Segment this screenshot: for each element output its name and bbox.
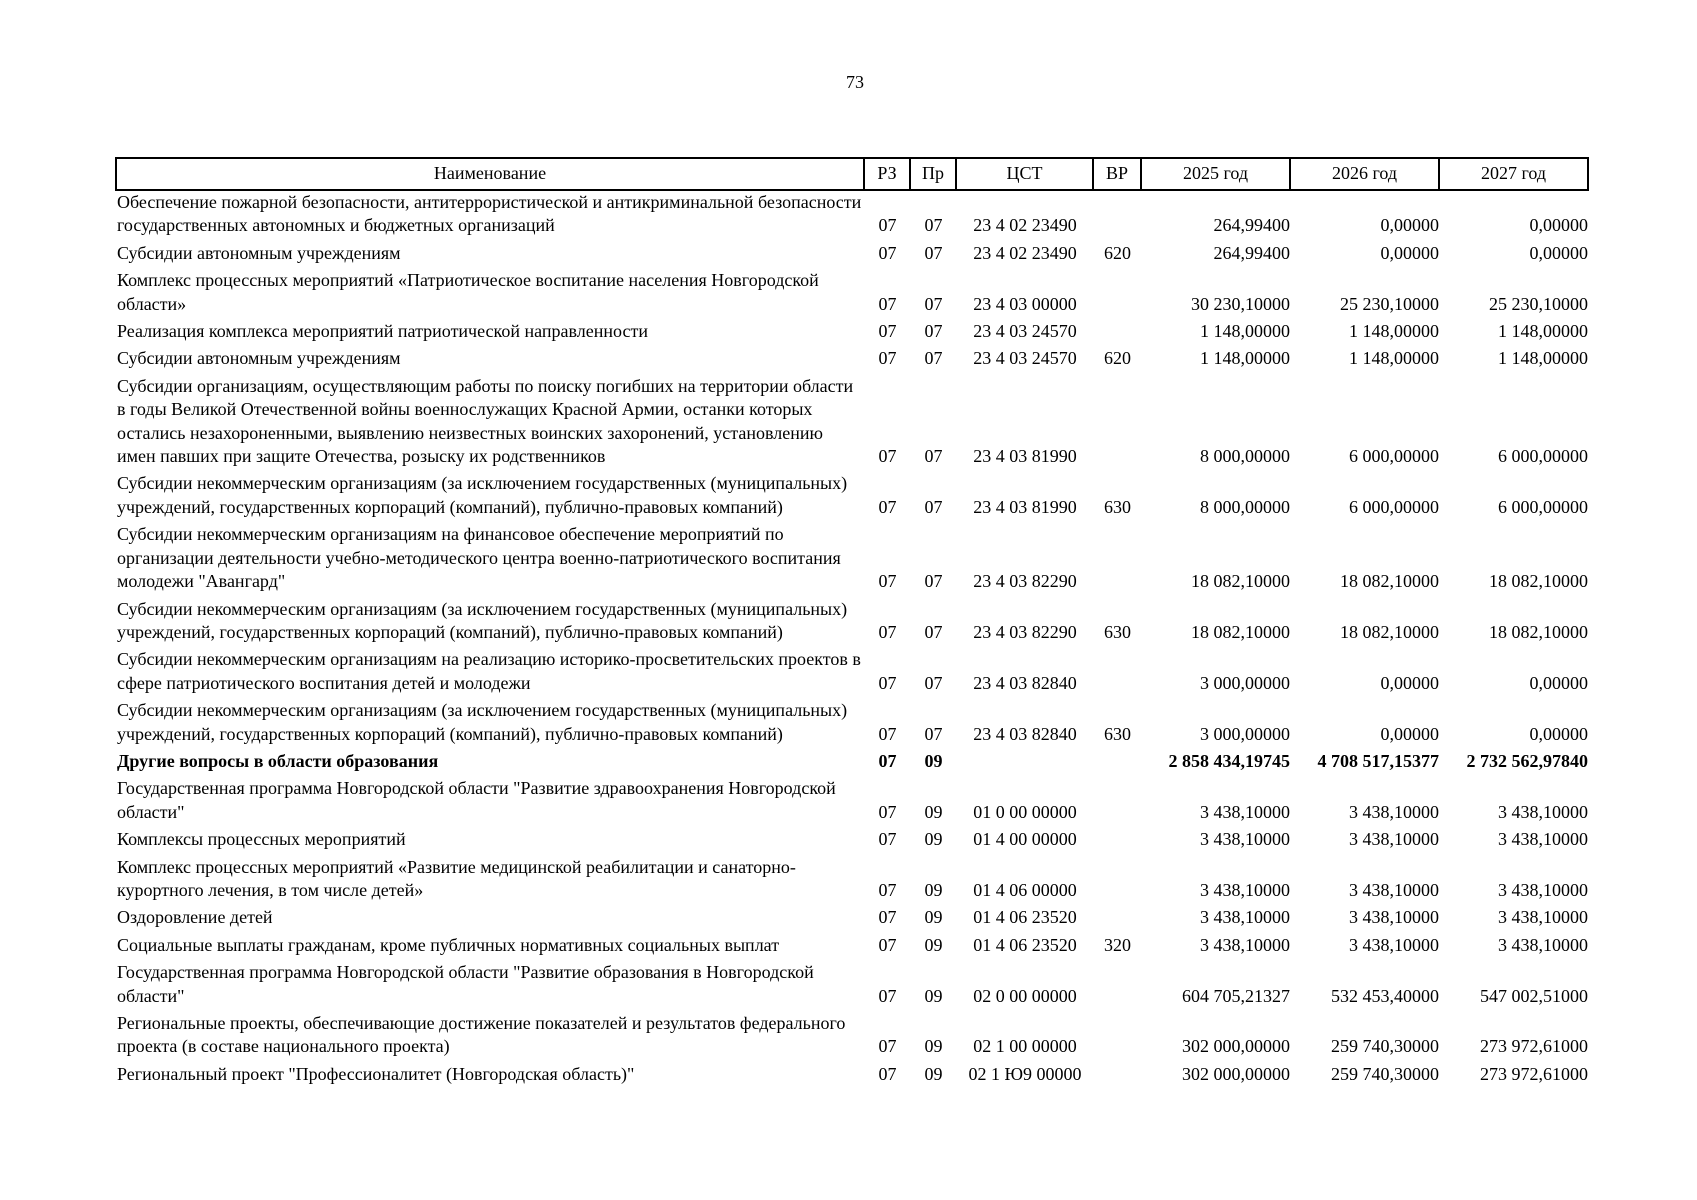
row-2027: 0,00000 <box>1529 723 1588 744</box>
budget-table <box>115 157 1589 1086</box>
row-pr: 07 <box>924 446 943 467</box>
row-rz: 07 <box>878 571 897 592</box>
header-rz: РЗ <box>864 158 910 190</box>
row-rz: 07 <box>878 750 897 771</box>
row-2025: 8 000,00000 <box>1200 446 1290 467</box>
row-2026: 3 438,10000 <box>1349 879 1439 900</box>
row-cst: 23 4 03 82840 <box>973 672 1077 693</box>
row-vr <box>1093 316 1141 343</box>
row-rz: 07 <box>878 348 897 369</box>
row-2027: 273 972,61000 <box>1480 1036 1588 1057</box>
row-pr: 09 <box>924 985 943 1006</box>
row-cst <box>956 746 1093 773</box>
row-cst: 23 4 03 24570 <box>973 321 1077 342</box>
row-rz: 07 <box>878 242 897 263</box>
table-row <box>116 190 1588 238</box>
header-cst: ЦСТ <box>956 158 1093 190</box>
row-pr: 07 <box>924 242 943 263</box>
row-rz: 07 <box>878 293 897 314</box>
row-rz: 07 <box>878 829 897 850</box>
table-row <box>116 265 1588 316</box>
row-vr <box>1093 957 1141 1008</box>
table-body <box>116 190 1588 1086</box>
row-name: Субсидии автономным учреждениям <box>117 242 401 263</box>
row-2026: 0,00000 <box>1380 242 1439 263</box>
row-2027: 3 438,10000 <box>1498 907 1588 928</box>
table-row <box>116 343 1588 370</box>
row-rz: 07 <box>878 321 897 342</box>
row-cst: 01 4 06 23520 <box>973 907 1077 928</box>
table-row <box>116 644 1588 695</box>
row-2027: 0,00000 <box>1529 215 1588 236</box>
row-vr <box>1093 190 1141 238</box>
row-vr: 620 <box>1104 348 1131 369</box>
row-name: Государственная программа Новгородской области "Развитие здравоохранения Новгородской области" <box>117 778 836 822</box>
table-row <box>116 824 1588 851</box>
row-cst: 23 4 03 81990 <box>973 496 1077 517</box>
row-name: Комплексы процессных мероприятий <box>117 829 406 850</box>
row-2027: 18 082,10000 <box>1489 571 1588 592</box>
table-row <box>116 1059 1588 1086</box>
row-name: Субсидии некоммерческим организациям (за исключением государственных (муниципальных) учреждений, государственных корпораций (компаний), публично-правовых компаний) <box>117 473 848 517</box>
row-2027: 273 972,61000 <box>1480 1063 1588 1084</box>
row-2026: 6 000,00000 <box>1349 496 1439 517</box>
row-2027: 6 000,00000 <box>1498 446 1588 467</box>
row-pr: 09 <box>924 750 943 771</box>
row-cst: 23 4 03 00000 <box>973 293 1077 314</box>
row-pr: 07 <box>924 672 943 693</box>
row-name: Реализация комплекса мероприятий патриотической направленности <box>117 321 648 342</box>
row-2025: 264,99400 <box>1213 215 1290 236</box>
table-row <box>116 852 1588 903</box>
row-2027: 25 230,10000 <box>1489 293 1588 314</box>
row-vr <box>1093 852 1141 903</box>
row-2027: 6 000,00000 <box>1498 496 1588 517</box>
header-2026: 2026 год <box>1290 158 1439 190</box>
row-2027: 547 002,51000 <box>1480 985 1588 1006</box>
row-vr <box>1093 1059 1141 1086</box>
row-2027: 3 438,10000 <box>1498 801 1588 822</box>
row-pr: 09 <box>924 907 943 928</box>
row-2027: 3 438,10000 <box>1498 879 1588 900</box>
table-row <box>116 746 1588 773</box>
row-vr <box>1093 265 1141 316</box>
header-2027: 2027 год <box>1439 158 1588 190</box>
header-name: Наименование <box>116 158 864 190</box>
table-header-row <box>116 158 1588 190</box>
row-pr: 07 <box>924 293 943 314</box>
row-2026: 3 438,10000 <box>1349 907 1439 928</box>
row-2026: 25 230,10000 <box>1340 293 1439 314</box>
row-vr: 320 <box>1104 934 1131 955</box>
row-cst: 23 4 03 82290 <box>973 571 1077 592</box>
row-2025: 302 000,00000 <box>1182 1063 1290 1084</box>
row-2027: 0,00000 <box>1529 242 1588 263</box>
row-2027: 3 438,10000 <box>1498 934 1588 955</box>
row-cst: 01 4 00 00000 <box>973 829 1077 850</box>
row-2025: 30 230,10000 <box>1191 293 1290 314</box>
header-2025: 2025 год <box>1141 158 1290 190</box>
row-2026: 3 438,10000 <box>1349 934 1439 955</box>
row-2025: 3 438,10000 <box>1200 879 1290 900</box>
table-row <box>116 695 1588 746</box>
table-row <box>116 594 1588 645</box>
row-pr: 09 <box>924 1063 943 1084</box>
row-rz: 07 <box>878 801 897 822</box>
row-pr: 07 <box>924 571 943 592</box>
row-2025: 3 000,00000 <box>1200 723 1290 744</box>
row-name: Государственная программа Новгородской области "Развитие образования в Новгородской области" <box>117 962 814 1006</box>
row-name: Комплекс процессных мероприятий «Патриотическое воспитание населения Новгородской области» <box>117 270 819 314</box>
row-cst: 01 4 06 23520 <box>973 934 1077 955</box>
row-2026: 259 740,30000 <box>1331 1036 1439 1057</box>
row-2025: 302 000,00000 <box>1182 1036 1290 1057</box>
row-pr: 07 <box>924 348 943 369</box>
table-row <box>116 316 1588 343</box>
row-rz: 07 <box>878 879 897 900</box>
row-2026: 0,00000 <box>1380 672 1439 693</box>
row-2026: 6 000,00000 <box>1349 446 1439 467</box>
row-rz: 07 <box>878 723 897 744</box>
table-row <box>116 930 1588 957</box>
table-row <box>116 957 1588 1008</box>
row-2026: 18 082,10000 <box>1340 621 1439 642</box>
row-cst: 01 0 00 00000 <box>973 801 1077 822</box>
row-2026: 259 740,30000 <box>1331 1063 1439 1084</box>
row-2026: 1 148,00000 <box>1349 321 1439 342</box>
table-row <box>116 902 1588 929</box>
row-2025: 3 000,00000 <box>1200 672 1290 693</box>
row-rz: 07 <box>878 1036 897 1057</box>
row-pr: 07 <box>924 321 943 342</box>
row-2025: 604 705,21327 <box>1182 985 1290 1006</box>
row-2025: 3 438,10000 <box>1200 934 1290 955</box>
row-name: Оздоровление детей <box>117 907 273 928</box>
row-pr: 09 <box>924 801 943 822</box>
row-vr: 620 <box>1104 242 1131 263</box>
row-2026: 4 708 517,15377 <box>1317 750 1439 771</box>
row-name: Субсидии организациям, осуществляющим работы по поиску погибших на территории области в годы Великой Отечественной войны военнослужащих Красной Армии, останки которых остались незахороненными, выявлению неизвестных воинских захоронений, установлению имен павших при защите Отечества, розыску их родственников <box>117 375 854 467</box>
row-name: Субсидии некоммерческим организациям (за исключением государственных (муниципальных) учреждений, государственных корпораций (компаний), публично-правовых компаний) <box>117 598 848 642</box>
row-rz: 07 <box>878 496 897 517</box>
row-name: Субсидии некоммерческим организациям (за исключением государственных (муниципальных) учреждений, государственных корпораций (компаний), публично-правовых компаний) <box>117 700 848 744</box>
row-pr: 07 <box>924 621 943 642</box>
row-name: Региональные проекты, обеспечивающие достижение показателей и результатов федерального проекта (в составе национального проекта) <box>117 1013 846 1057</box>
table-row <box>116 1008 1588 1059</box>
row-2027: 3 438,10000 <box>1498 829 1588 850</box>
table-row <box>116 468 1588 519</box>
row-2026: 0,00000 <box>1380 723 1439 744</box>
row-2025: 8 000,00000 <box>1200 496 1290 517</box>
row-name: Социальные выплаты гражданам, кроме публичных нормативных социальных выплат <box>117 934 780 955</box>
row-vr <box>1093 644 1141 695</box>
row-rz: 07 <box>878 215 897 236</box>
header-vr: ВР <box>1093 158 1141 190</box>
row-2027: 1 148,00000 <box>1498 348 1588 369</box>
row-rz: 07 <box>878 934 897 955</box>
row-2025: 2 858 434,19745 <box>1168 750 1290 771</box>
row-name: Региональный проект "Профессионалитет (Новгородская область)" <box>117 1063 635 1084</box>
row-cst: 23 4 03 82290 <box>973 621 1077 642</box>
row-2026: 3 438,10000 <box>1349 829 1439 850</box>
row-name: Субсидии автономным учреждениям <box>117 348 401 369</box>
row-2025: 18 082,10000 <box>1191 621 1290 642</box>
row-2025: 1 148,00000 <box>1200 321 1290 342</box>
row-rz: 07 <box>878 1063 897 1084</box>
row-cst: 02 1 00 00000 <box>973 1036 1077 1057</box>
row-pr: 09 <box>924 1036 943 1057</box>
row-cst: 23 4 03 81990 <box>973 446 1077 467</box>
row-2027: 1 148,00000 <box>1498 321 1588 342</box>
row-2026: 0,00000 <box>1380 215 1439 236</box>
row-2025: 3 438,10000 <box>1200 801 1290 822</box>
row-cst: 23 4 03 82840 <box>973 723 1077 744</box>
table-row <box>116 238 1588 265</box>
row-2025: 264,99400 <box>1213 242 1290 263</box>
row-pr: 09 <box>924 829 943 850</box>
row-2025: 3 438,10000 <box>1200 829 1290 850</box>
row-cst: 23 4 02 23490 <box>973 215 1077 236</box>
row-pr: 07 <box>924 496 943 517</box>
row-pr: 09 <box>924 934 943 955</box>
row-rz: 07 <box>878 672 897 693</box>
row-2025: 1 148,00000 <box>1200 348 1290 369</box>
row-vr: 630 <box>1104 496 1131 517</box>
row-2027: 2 732 562,97840 <box>1466 750 1588 771</box>
row-vr <box>1093 1008 1141 1059</box>
row-cst: 02 0 00 00000 <box>973 985 1077 1006</box>
row-rz: 07 <box>878 907 897 928</box>
row-2026: 3 438,10000 <box>1349 801 1439 822</box>
row-rz: 07 <box>878 446 897 467</box>
row-vr <box>1093 773 1141 824</box>
header-pr: Пр <box>910 158 956 190</box>
page-number: 73 <box>846 72 864 92</box>
row-vr <box>1093 824 1141 851</box>
row-2026: 532 453,40000 <box>1331 985 1439 1006</box>
row-vr: 630 <box>1104 723 1131 744</box>
table-row <box>116 519 1588 593</box>
row-cst: 02 1 Ю9 00000 <box>968 1063 1082 1084</box>
row-2027: 18 082,10000 <box>1489 621 1588 642</box>
row-vr <box>1093 519 1141 593</box>
row-cst: 23 4 03 24570 <box>973 348 1077 369</box>
table-row <box>116 371 1588 469</box>
row-cst: 01 4 06 00000 <box>973 879 1077 900</box>
row-cst: 23 4 02 23490 <box>973 242 1077 263</box>
row-vr: 630 <box>1104 621 1131 642</box>
row-rz: 07 <box>878 621 897 642</box>
row-2026: 18 082,10000 <box>1340 571 1439 592</box>
row-name: Другие вопросы в области образования <box>117 750 439 771</box>
row-rz: 07 <box>878 985 897 1006</box>
row-name: Субсидии некоммерческим организациям на реализацию историко-просветительских проектов в сфере патриотического воспитания детей и молодежи <box>117 649 861 693</box>
row-name: Комплекс процессных мероприятий «Развитие медицинской реабилитации и санаторно-курортного лечения, в том числе детей» <box>117 856 796 900</box>
row-vr <box>1093 746 1141 773</box>
row-pr: 09 <box>924 879 943 900</box>
row-vr <box>1093 371 1141 469</box>
row-name: Обеспечение пожарной безопасности, антитеррористической и антикриминальной безопасности государственных автономных и бюджетных организаций <box>117 192 862 236</box>
table-row <box>116 773 1588 824</box>
row-2025: 18 082,10000 <box>1191 571 1290 592</box>
row-vr <box>1093 902 1141 929</box>
row-name: Субсидии некоммерческим организациям на финансовое обеспечение мероприятий по организации деятельности учебно-методического центра военно-патриотического воспитания молодежи "Авангард" <box>117 524 841 592</box>
row-2027: 0,00000 <box>1529 672 1588 693</box>
row-pr: 07 <box>924 215 943 236</box>
row-2025: 3 438,10000 <box>1200 907 1290 928</box>
row-pr: 07 <box>924 723 943 744</box>
row-2026: 1 148,00000 <box>1349 348 1439 369</box>
